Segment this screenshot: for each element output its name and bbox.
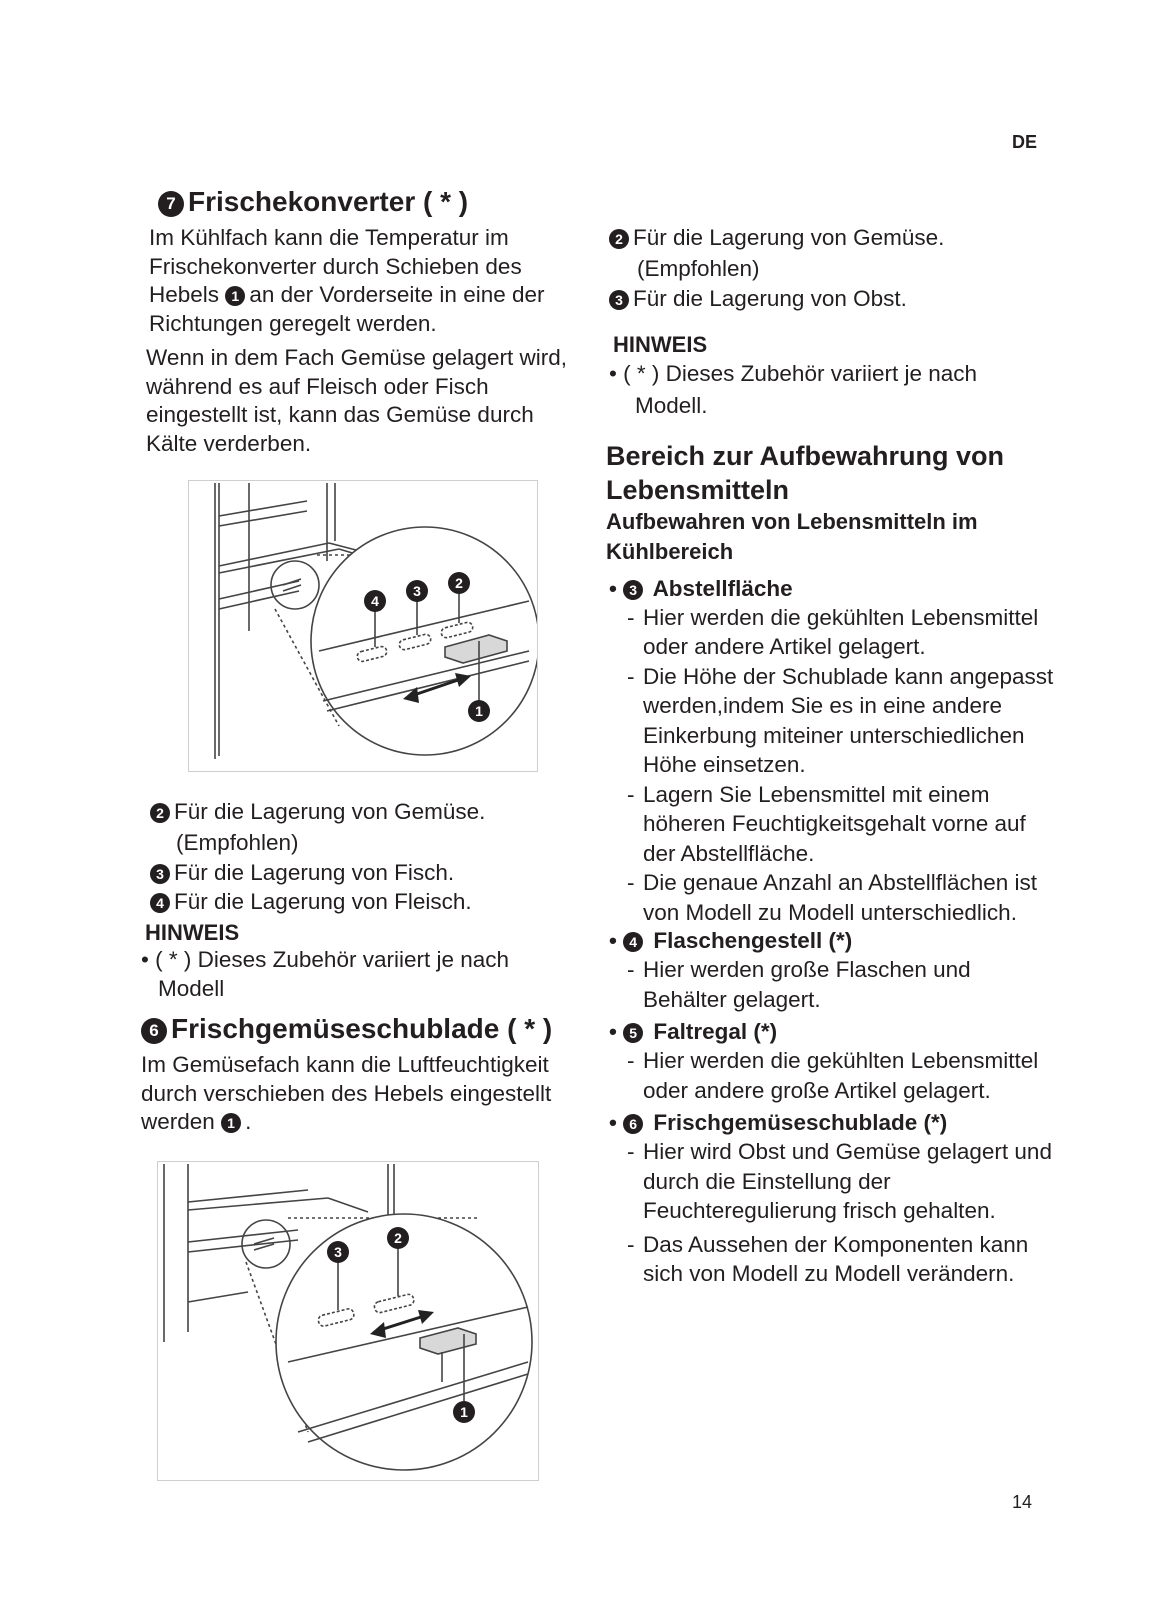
bullet-heading: • 4 Flaschengestell (*) <box>609 928 853 953</box>
note-title: HINWEIS <box>613 331 708 357</box>
bullet-heading: • 6 Frischgemüseschublade (*) <box>609 1110 948 1135</box>
list-item <box>150 888 597 917</box>
paragraph: Wenn in dem Fach Gemüse gelagert wird, während es auf Fleisch oder Fisch eingestellt ist, kann das Gemüse durch Kälte verderben. <box>146 345 568 456</box>
language-code: DE <box>1012 132 1038 152</box>
callout-1: 1 <box>475 703 483 719</box>
right-column <box>606 224 1059 1289</box>
note-text: • ( * ) Dieses Zubehör variiert je nach <box>609 360 978 386</box>
page-number: 14 <box>1012 1492 1033 1512</box>
figure-vegetable-drawer <box>157 1161 539 1481</box>
section-subheading: Aufbewahren von Lebensmitteln im Kühlbereich <box>606 508 978 564</box>
paragraph-text: Im Gemüsefach kann die Luftfeuchtigkeit durch verschieben des Hebels eingestellt werden <box>141 1052 552 1134</box>
figure-freshness-converter <box>188 480 538 772</box>
dash-item: - Das Aussehen der Komponenten kann sich von Modell zu Modell verändern. <box>627 1231 1029 1286</box>
drawer-settings-list <box>150 798 597 916</box>
paragraph-text: an der Vorderseite in eine der Richtungen geregelt werden. <box>149 282 545 336</box>
item-text: Für die Lagerung von Obst. <box>633 286 907 311</box>
drawer-illustration <box>158 1162 538 1480</box>
dash-text: Die Höhe der Schublade kann angepasst werden,indem Sie es in eine andere Einkerbung miteiner unterschiedlichen Höhe einsetzen. <box>643 663 1054 777</box>
number-badge: 4 <box>623 932 643 952</box>
callout-2: 2 <box>394 1229 402 1246</box>
dash-text: Das Aussehen der Komponenten kann sich von Modell zu Modell verändern. <box>643 1231 1029 1286</box>
callout-2: 2 <box>455 575 463 591</box>
note-text: Modell. <box>635 393 708 418</box>
paragraph <box>149 224 589 338</box>
section-title-frischgemuese <box>141 1013 597 1045</box>
number-badge: 1 <box>225 286 245 306</box>
number-badge: 4 <box>150 893 170 913</box>
bullet-title: Abstellfläche <box>652 575 793 601</box>
number-badge: 5 <box>623 1023 643 1043</box>
list-item <box>609 285 1059 314</box>
dash-item: - Hier werden die gekühlten Lebensmittel oder andere Artikel gelagert. <box>627 604 1039 659</box>
dash-item: - Lagern Sie Lebensmittel mit einem höheren Feuchtigkeitsgehalt vorne auf der Abstellfläche. <box>627 781 1026 866</box>
bullet-title: Frischgemüseschublade (*) <box>653 1110 948 1135</box>
bullet-heading: • 5 Faltregal (*) <box>609 1019 778 1044</box>
dash-text: Lagern Sie Lebensmittel mit einem höheren Feuchtigkeitsgehalt vorne auf der Abstellfläche. <box>643 781 1026 866</box>
title-text: Frischekonverter ( * ) <box>188 186 469 217</box>
dash-item: - Die genaue Anzahl an Abstellflächen ist von Modell zu Modell unterschiedlich. <box>627 870 1038 925</box>
paragraph: Im Gemüsefach kann die Luftfeuchtigkeit durch verschieben des Hebels eingestellt werden 1 . <box>141 1052 552 1134</box>
bullet-title: Flaschengestell (*) <box>653 928 853 953</box>
fridge-illustration <box>189 481 537 771</box>
storage-area-list <box>609 575 1059 1289</box>
dash-text: Hier werden die gekühlten Lebensmittel oder andere Artikel gelagert. <box>643 604 1039 659</box>
number-badge: 6 <box>623 1114 643 1134</box>
list-item <box>150 798 597 827</box>
list-item <box>150 859 597 888</box>
section-heading: Bereich zur Aufbewahrung von Lebensmitteln <box>606 440 1005 505</box>
note-text: Modell <box>158 975 225 1001</box>
bullet-title: Faltregal (*) <box>653 1019 778 1044</box>
section-title-frischekonverter <box>158 186 597 218</box>
callout-3: 3 <box>334 1243 342 1260</box>
dash-text: Die genaue Anzahl an Abstellflächen ist von Modell zu Modell unterschiedlich. <box>643 870 1038 925</box>
list-item <box>609 224 1059 253</box>
callout-3: 3 <box>413 583 421 599</box>
number-badge: 3 <box>623 580 643 600</box>
dash-text: Hier werden die gekühlten Lebensmittel oder andere große Artikel gelagert. <box>643 1048 1039 1103</box>
number-badge: 6 <box>141 1018 167 1044</box>
number-badge: 3 <box>609 290 629 310</box>
callout-4: 4 <box>371 593 379 609</box>
number-badge: 7 <box>158 191 184 217</box>
dash-item: - Hier wird Obst und Gemüse gelagert und durch die Einstellung der Feuchteregulierung frisch gehalten. <box>627 1139 1052 1223</box>
paragraph-text: Im Kühlfach kann die Temperatur im Frischekonverter durch Schieben des Hebels <box>149 225 522 307</box>
dash-item: - Hier werden die gekühlten Lebensmittel oder andere große Artikel gelagert. <box>627 1048 1039 1103</box>
note-title: HINWEIS <box>145 920 240 945</box>
title-text: Frischgemüseschublade ( * ) <box>171 1013 553 1044</box>
item-text: Für die Lagerung von Fleisch. <box>174 888 472 914</box>
number-badge: 2 <box>609 229 629 249</box>
dash-text: Hier wird Obst und Gemüse gelagert und durch die Einstellung der Feuchteregulierung frisch gehalten. <box>643 1139 1052 1223</box>
item-text: Für die Lagerung von Gemüse. <box>174 799 486 824</box>
bullet-heading: • 3 Abstellfläche <box>609 575 793 601</box>
list-item-sub: (Empfohlen) <box>176 829 299 855</box>
number-badge: 1 <box>221 1113 241 1133</box>
note-text: • ( * ) Dieses Zubehör variiert je nach <box>141 947 510 972</box>
number-badge: 3 <box>150 864 170 884</box>
dash-item: - Die Höhe der Schublade kann angepasst werden,indem Sie es in eine andere Einkerbung miteiner unterschiedlichen Höhe einsetzen. <box>627 663 1054 777</box>
item-text: Für die Lagerung von Fisch. <box>174 860 455 885</box>
list-item-sub: (Empfohlen) <box>637 255 760 281</box>
number-badge: 2 <box>150 803 170 823</box>
callout-1: 1 <box>460 1403 468 1420</box>
item-text: Für die Lagerung von Gemüse. <box>633 225 945 250</box>
dash-item: - Hier werden große Flaschen und Behälter gelagert. <box>627 957 971 1012</box>
dash-text: Hier werden große Flaschen und Behälter gelagert. <box>643 957 971 1012</box>
left-column <box>141 186 597 1481</box>
